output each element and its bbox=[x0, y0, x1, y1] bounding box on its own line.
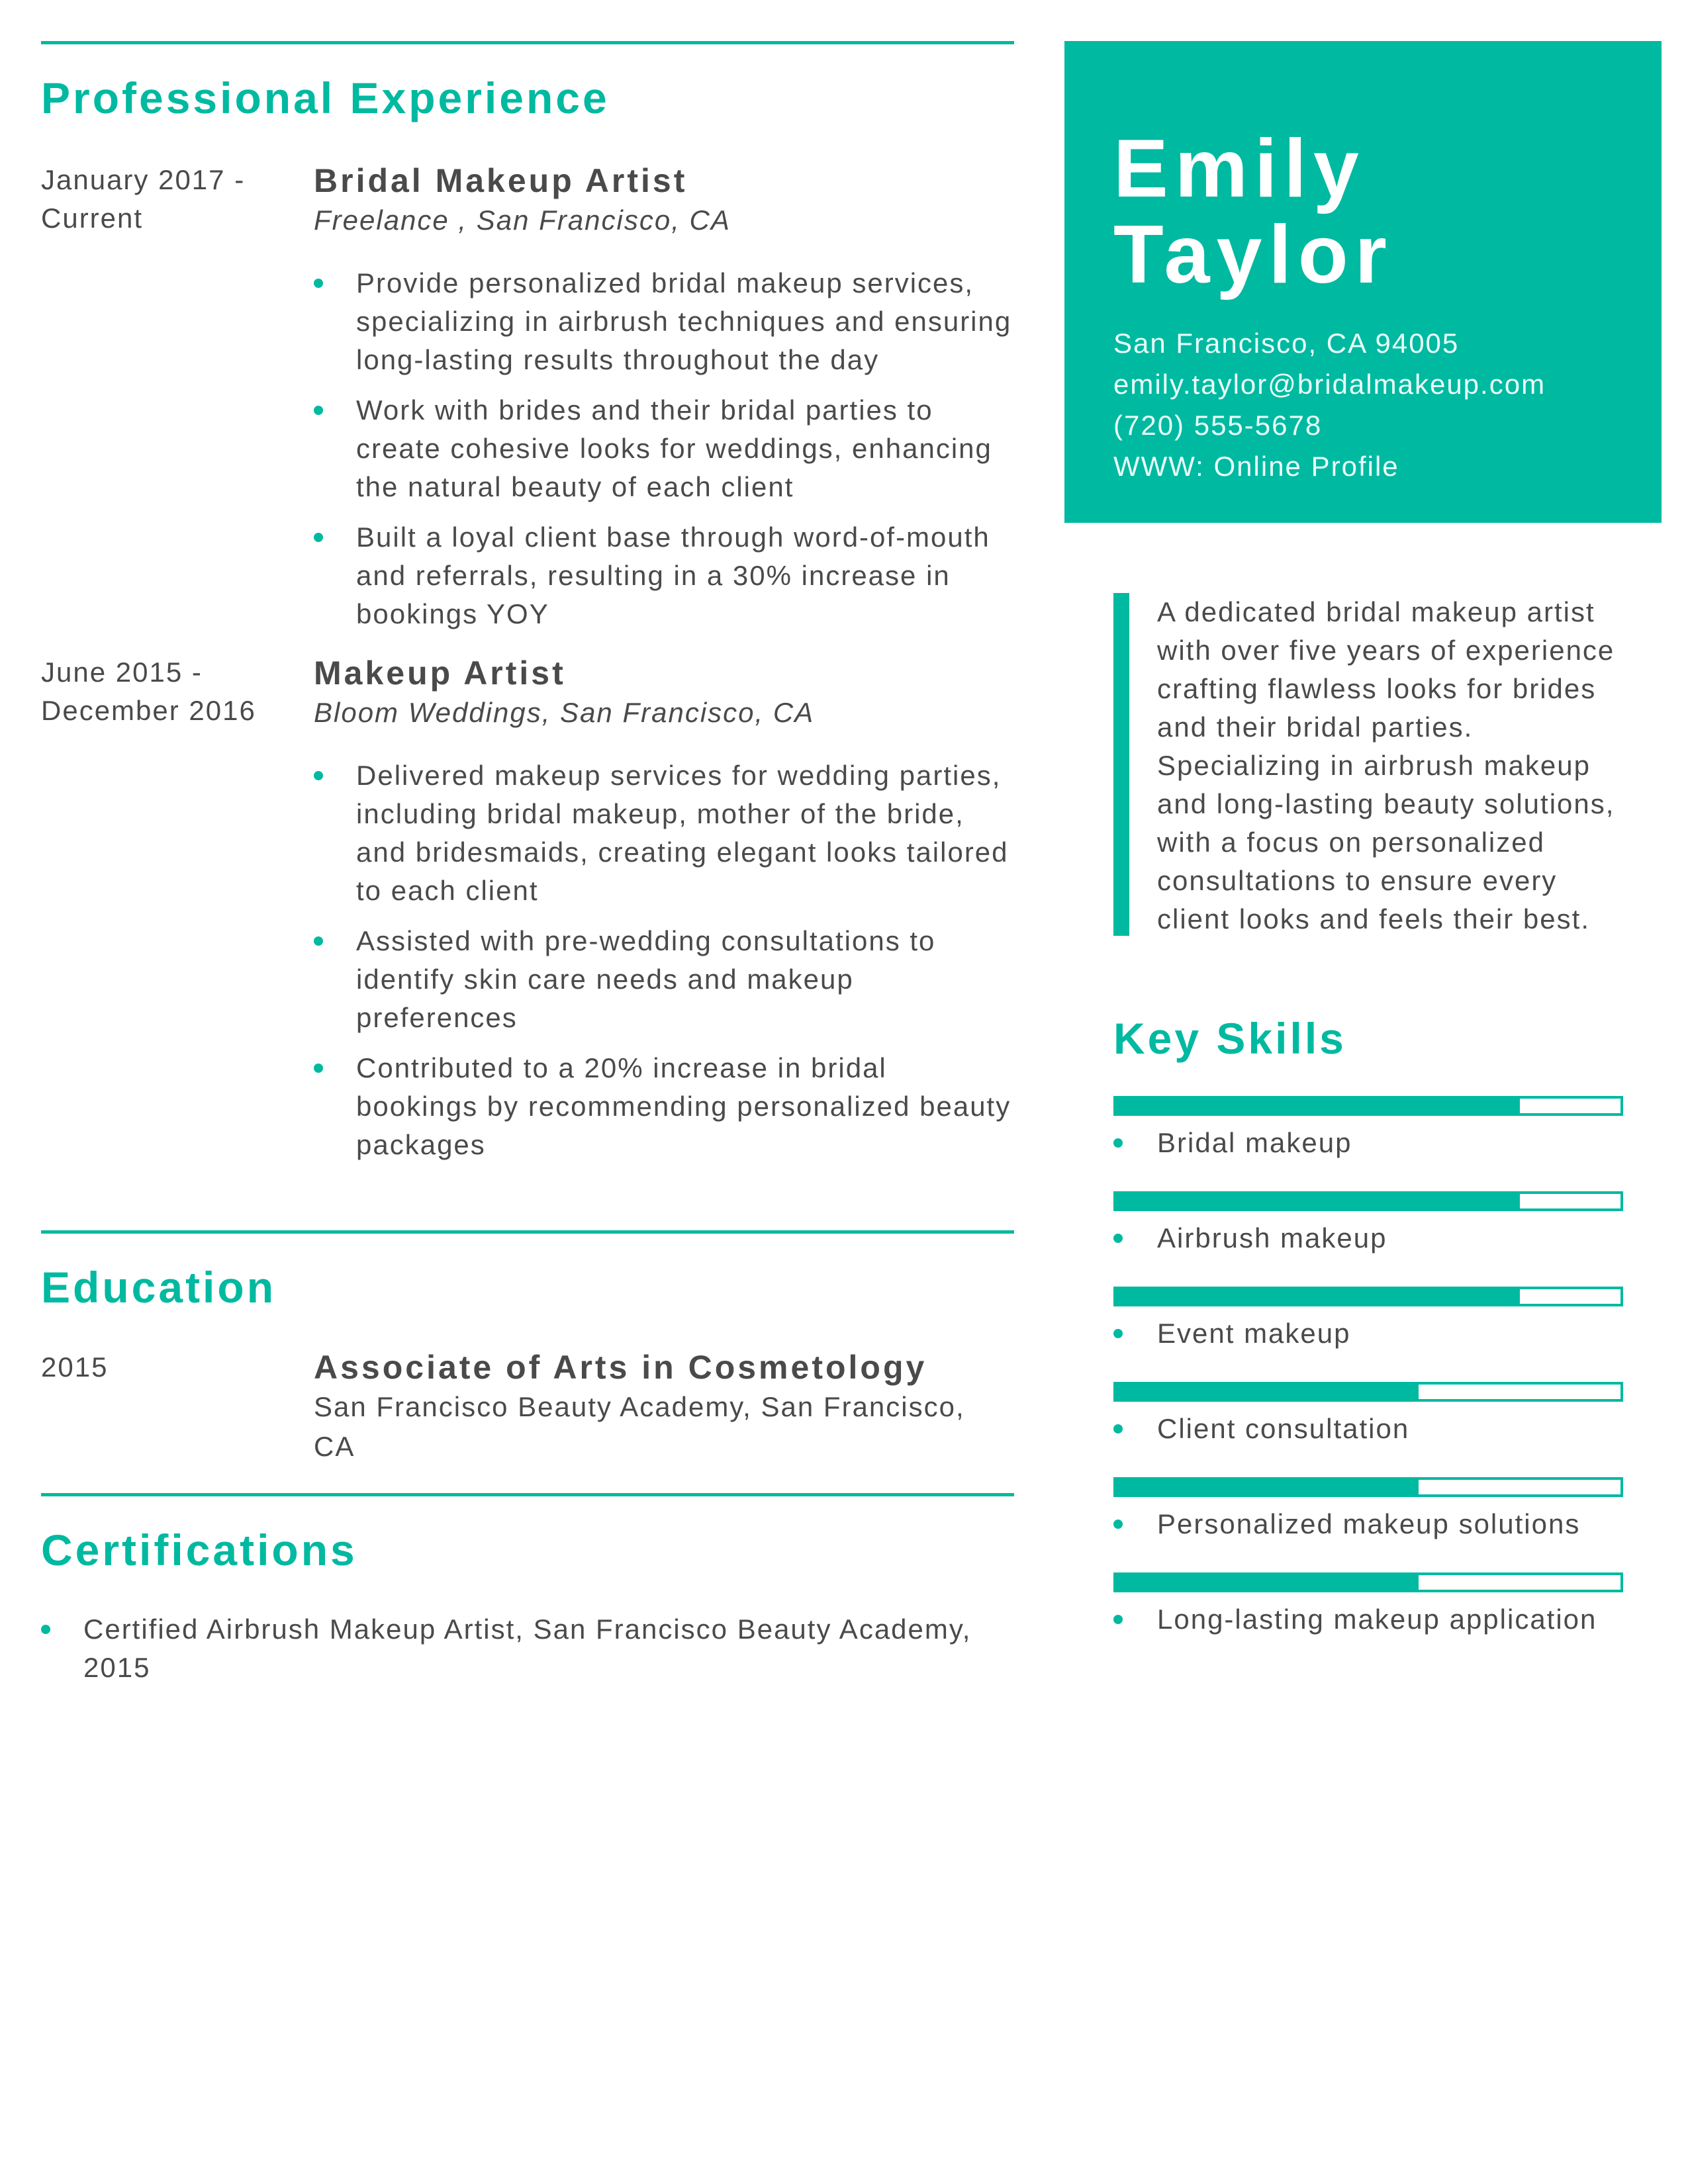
certifications-heading: Certifications bbox=[41, 1525, 357, 1574]
skill-name: Event makeup bbox=[1157, 1318, 1351, 1349]
section-divider bbox=[41, 1493, 1014, 1496]
list-item bbox=[41, 1610, 1014, 1687]
skill-item bbox=[1113, 1096, 1623, 1162]
skill-label bbox=[1113, 1219, 1623, 1257]
skill-name: Airbrush makeup bbox=[1157, 1222, 1387, 1253]
bullet-text: Built a loyal client base through word-of-mouth and referrals, resulting in a 30% increase in bookings YOY bbox=[356, 522, 990, 629]
certifications-list bbox=[41, 1610, 1014, 1687]
education-degree: Associate of Arts in Cosmetology bbox=[314, 1349, 927, 1386]
last-name: Taylor bbox=[1113, 209, 1393, 300]
skill-level-fill bbox=[1116, 1289, 1520, 1304]
job-start-date: January 2017 - bbox=[41, 164, 246, 195]
list-item bbox=[314, 518, 1014, 633]
job-company: Bloom Weddings, San Francisco, CA bbox=[314, 697, 815, 728]
job-details bbox=[314, 653, 1014, 1164]
list-item bbox=[314, 391, 1014, 506]
job-dates bbox=[41, 653, 293, 730]
skill-label bbox=[1113, 1600, 1623, 1639]
skill-level-bar bbox=[1113, 1191, 1623, 1211]
job-bullets bbox=[314, 756, 1014, 1164]
skill-name: Personalized makeup solutions bbox=[1157, 1508, 1581, 1539]
section-divider bbox=[41, 41, 1014, 44]
skills-section bbox=[1113, 1014, 1623, 1668]
skill-name: Bridal makeup bbox=[1157, 1127, 1352, 1158]
first-name: Emily bbox=[1113, 123, 1366, 214]
job-title: Bridal Makeup Artist bbox=[314, 162, 688, 199]
summary-text: A dedicated bridal makeup artist with over five years of experience crafting flawless looks for brides and their bridal parties. Specializing in airbrush makeup and long-lasting beauty solutions, with a focus on personalized consultations to ensure every client looks and feels their best. bbox=[1157, 596, 1615, 934]
bullet-icon bbox=[1113, 1234, 1123, 1243]
bullet-text: Provide personalized bridal makeup services, specializing in airbrush techniques and ensuring long-lasting results throughout the day bbox=[356, 267, 1012, 375]
skill-item bbox=[1113, 1572, 1623, 1639]
bullet-text: Assisted with pre-wedding consultations to identify skin care needs and makeup preferences bbox=[356, 925, 936, 1033]
job-bullets bbox=[314, 264, 1014, 633]
skill-level-fill bbox=[1116, 1194, 1520, 1208]
skill-label bbox=[1113, 1410, 1623, 1448]
bullet-text: Contributed to a 20% increase in bridal bookings by recommending personalized beauty packages bbox=[356, 1052, 1011, 1160]
bullet-text: Delivered makeup services for wedding parties, including bridal makeup, mother of the bride, and bridesmaids, creating elegant looks tailored to each client bbox=[356, 760, 1009, 906]
education-year: 2015 bbox=[41, 1351, 109, 1383]
skill-level-fill bbox=[1116, 1480, 1419, 1494]
job-end-date: Current bbox=[41, 203, 144, 234]
bullet-icon bbox=[314, 279, 323, 288]
job-company: Freelance , San Francisco, CA bbox=[314, 205, 731, 236]
job-entry bbox=[41, 161, 1014, 633]
name-header bbox=[1064, 41, 1662, 523]
skill-item bbox=[1113, 1191, 1623, 1257]
bullet-icon bbox=[1113, 1138, 1123, 1148]
education-entry bbox=[41, 1347, 1014, 1462]
list-item bbox=[314, 922, 1014, 1037]
education-school: San Francisco Beauty Academy, San Francisco, CA bbox=[314, 1391, 965, 1462]
main-column bbox=[41, 41, 1014, 1687]
skill-item bbox=[1113, 1287, 1623, 1353]
bullet-icon bbox=[1113, 1424, 1123, 1433]
job-title: Makeup Artist bbox=[314, 655, 566, 692]
skills-heading: Key Skills bbox=[1113, 1014, 1346, 1063]
certification-text: Certified Airbrush Makeup Artist, San Francisco Beauty Academy, 2015 bbox=[83, 1614, 972, 1683]
bullet-icon bbox=[1113, 1329, 1123, 1338]
bullet-icon bbox=[314, 771, 323, 780]
list-item bbox=[314, 756, 1014, 910]
job-end-date: December 2016 bbox=[41, 695, 256, 726]
skill-level-fill bbox=[1116, 1099, 1520, 1113]
summary-block bbox=[1113, 593, 1623, 938]
bullet-icon bbox=[1113, 1520, 1123, 1529]
skill-level-bar bbox=[1113, 1382, 1623, 1402]
bullet-icon bbox=[314, 406, 323, 415]
skill-level-bar bbox=[1113, 1096, 1623, 1116]
education-heading: Education bbox=[41, 1263, 277, 1312]
bullet-icon bbox=[314, 936, 323, 946]
job-dates bbox=[41, 161, 293, 238]
skills-list bbox=[1113, 1096, 1623, 1639]
bullet-icon bbox=[41, 1625, 50, 1634]
bullet-icon bbox=[314, 533, 323, 542]
skill-name: Client consultation bbox=[1157, 1413, 1410, 1444]
skill-item bbox=[1113, 1477, 1623, 1543]
education-details bbox=[314, 1347, 1014, 1467]
skill-level-fill bbox=[1116, 1575, 1419, 1590]
experience-heading: Professional Experience bbox=[41, 73, 610, 122]
job-entry bbox=[41, 653, 1014, 1164]
section-divider bbox=[41, 1230, 1014, 1234]
skill-level-fill bbox=[1116, 1385, 1419, 1399]
skill-label bbox=[1113, 1124, 1623, 1162]
skill-level-bar bbox=[1113, 1287, 1623, 1306]
job-details bbox=[314, 161, 1014, 633]
phone: (720) 555-5678 bbox=[1113, 410, 1323, 441]
list-item bbox=[314, 1049, 1014, 1164]
skill-label bbox=[1113, 1505, 1623, 1543]
skill-item bbox=[1113, 1382, 1623, 1448]
website-link[interactable]: WWW: Online Profile bbox=[1113, 451, 1399, 482]
bullet-text: Work with brides and their bridal parties to create cohesive looks for weddings, enhancing the natural beauty of each client bbox=[356, 394, 992, 502]
list-item bbox=[314, 264, 1014, 379]
bullet-icon bbox=[314, 1064, 323, 1073]
job-start-date: June 2015 - bbox=[41, 657, 203, 688]
email-link[interactable]: emily.taylor@bridalmakeup.com bbox=[1113, 369, 1546, 400]
skill-label bbox=[1113, 1314, 1623, 1353]
location: San Francisco, CA 94005 bbox=[1113, 328, 1460, 359]
skill-level-bar bbox=[1113, 1572, 1623, 1592]
contact-info bbox=[1113, 323, 1662, 487]
skill-level-bar bbox=[1113, 1477, 1623, 1497]
summary-accent-bar bbox=[1113, 593, 1129, 936]
bullet-icon bbox=[1113, 1615, 1123, 1624]
skill-name: Long-lasting makeup application bbox=[1157, 1604, 1597, 1635]
